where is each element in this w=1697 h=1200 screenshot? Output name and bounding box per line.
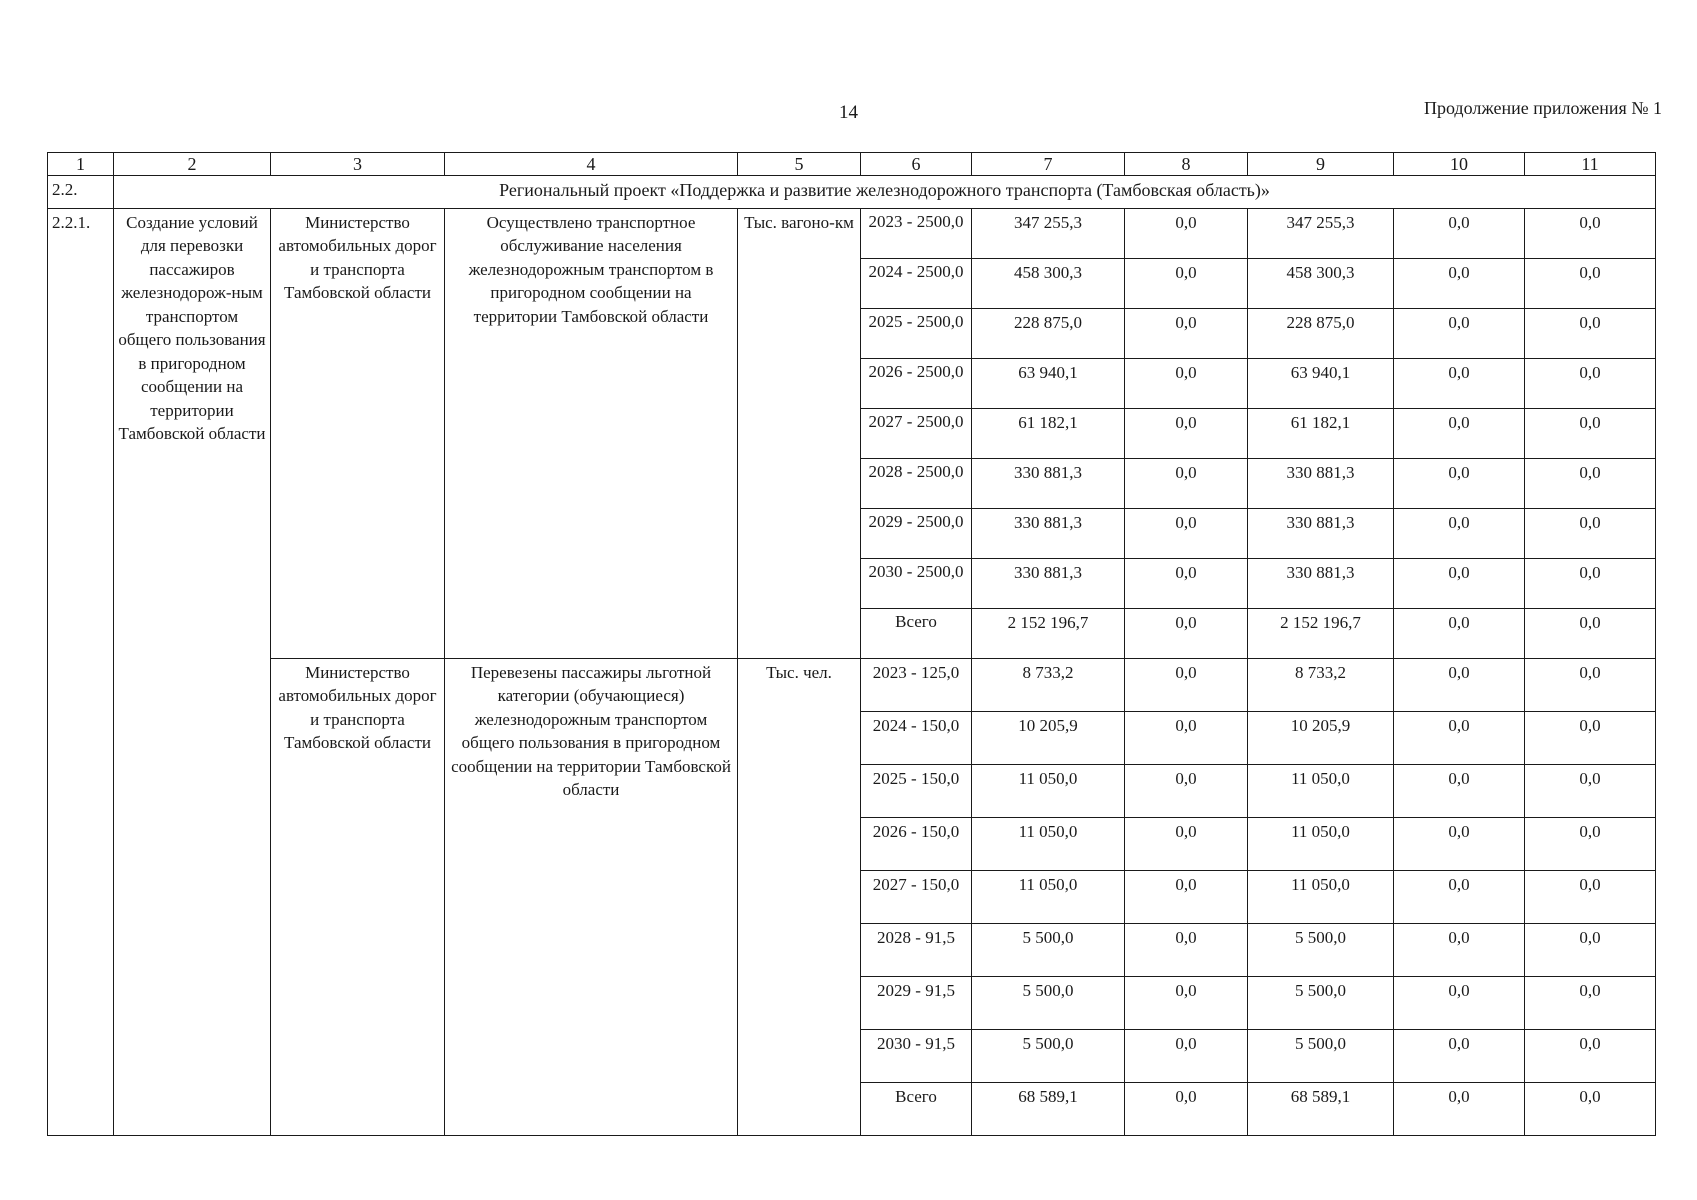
total-amount: 228 875,0 <box>972 309 1125 359</box>
federal-budget-amount: 0,0 <box>1125 209 1248 259</box>
regional-budget-amount: 2 152 196,7 <box>1248 609 1394 659</box>
period-target-value: 2028 - 91,5 <box>861 924 972 977</box>
regional-budget-amount: 5 500,0 <box>1248 924 1394 977</box>
federal-budget-amount: 0,0 <box>1125 765 1248 818</box>
regional-budget-amount: 5 500,0 <box>1248 1030 1394 1083</box>
local-budget-amount: 0,0 <box>1394 924 1525 977</box>
regional-budget-amount: 11 050,0 <box>1248 765 1394 818</box>
federal-budget-amount: 0,0 <box>1125 409 1248 459</box>
period-target-value: 2027 - 2500,0 <box>861 409 972 459</box>
federal-budget-amount: 0,0 <box>1125 1083 1248 1136</box>
extra-budget-amount: 0,0 <box>1525 924 1656 977</box>
column-number: 7 <box>972 153 1125 176</box>
column-number: 6 <box>861 153 972 176</box>
federal-budget-amount: 0,0 <box>1125 309 1248 359</box>
total-amount: 330 881,3 <box>972 509 1125 559</box>
regional-budget-amount: 330 881,3 <box>1248 459 1394 509</box>
extra-budget-amount: 0,0 <box>1525 1030 1656 1083</box>
extra-budget-amount: 0,0 <box>1525 509 1656 559</box>
extra-budget-amount: 0,0 <box>1525 1083 1656 1136</box>
column-number: 10 <box>1394 153 1525 176</box>
federal-budget-amount: 0,0 <box>1125 659 1248 712</box>
federal-budget-amount: 0,0 <box>1125 259 1248 309</box>
regional-budget-amount: 63 940,1 <box>1248 359 1394 409</box>
federal-budget-amount: 0,0 <box>1125 1030 1248 1083</box>
period-target-value: Всего <box>861 609 972 659</box>
period-target-value: 2026 - 2500,0 <box>861 359 972 409</box>
total-amount: 11 050,0 <box>972 871 1125 924</box>
regional-budget-amount: 11 050,0 <box>1248 871 1394 924</box>
total-amount: 8 733,2 <box>972 659 1125 712</box>
local-budget-amount: 0,0 <box>1394 818 1525 871</box>
local-budget-amount: 0,0 <box>1394 359 1525 409</box>
local-budget-amount: 0,0 <box>1394 209 1525 259</box>
extra-budget-amount: 0,0 <box>1525 359 1656 409</box>
period-target-value: 2029 - 91,5 <box>861 977 972 1030</box>
regional-budget-amount: 330 881,3 <box>1248 509 1394 559</box>
table-row <box>48 659 1656 712</box>
period-target-value: 2028 - 2500,0 <box>861 459 972 509</box>
total-amount: 68 589,1 <box>972 1083 1125 1136</box>
extra-budget-amount: 0,0 <box>1525 209 1656 259</box>
local-budget-amount: 0,0 <box>1394 609 1525 659</box>
extra-budget-amount: 0,0 <box>1525 409 1656 459</box>
total-amount: 61 182,1 <box>972 409 1125 459</box>
period-target-value: 2024 - 150,0 <box>861 712 972 765</box>
period-target-value: 2024 - 2500,0 <box>861 259 972 309</box>
period-target-value: 2030 - 2500,0 <box>861 559 972 609</box>
federal-budget-amount: 0,0 <box>1125 977 1248 1030</box>
column-number: 5 <box>738 153 861 176</box>
column-number-row <box>48 153 1656 176</box>
regional-budget-amount: 10 205,9 <box>1248 712 1394 765</box>
appendix-continuation-note: Продолжение приложения № 1 <box>1423 98 1662 118</box>
program-measures-table <box>47 152 1656 1136</box>
extra-budget-amount: 0,0 <box>1525 818 1656 871</box>
result-description: Осуществлено транспортное обслуживание населения железнодорожным транспортом в пригородном сообщении на территории Тамбовской области <box>445 209 738 659</box>
regional-budget-amount: 347 255,3 <box>1248 209 1394 259</box>
result-description: Перевезены пассажиры льготной категории (обучающиеся) железнодорожным транспортом общего пользования в пригородном сообщении на территории Тамбовской области <box>445 659 738 1136</box>
federal-budget-amount: 0,0 <box>1125 559 1248 609</box>
unit-of-measure: Тыс. вагоно-км <box>738 209 861 659</box>
federal-budget-amount: 0,0 <box>1125 871 1248 924</box>
period-target-value: 2025 - 150,0 <box>861 765 972 818</box>
federal-budget-amount: 0,0 <box>1125 609 1248 659</box>
regional-budget-amount: 8 733,2 <box>1248 659 1394 712</box>
total-amount: 330 881,3 <box>972 459 1125 509</box>
regional-budget-amount: 68 589,1 <box>1248 1083 1394 1136</box>
extra-budget-amount: 0,0 <box>1525 659 1656 712</box>
column-number: 11 <box>1525 153 1656 176</box>
executor: Министерство автомобильных дорог и транспорта Тамбовской области <box>271 659 445 1136</box>
regional-budget-amount: 228 875,0 <box>1248 309 1394 359</box>
regional-budget-amount: 61 182,1 <box>1248 409 1394 459</box>
local-budget-amount: 0,0 <box>1394 659 1525 712</box>
local-budget-amount: 0,0 <box>1394 259 1525 309</box>
local-budget-amount: 0,0 <box>1394 1030 1525 1083</box>
period-target-value: Всего <box>861 1083 972 1136</box>
extra-budget-amount: 0,0 <box>1525 259 1656 309</box>
period-target-value: 2030 - 91,5 <box>861 1030 972 1083</box>
local-budget-amount: 0,0 <box>1394 712 1525 765</box>
federal-budget-amount: 0,0 <box>1125 818 1248 871</box>
regional-budget-amount: 330 881,3 <box>1248 559 1394 609</box>
federal-budget-amount: 0,0 <box>1125 359 1248 409</box>
local-budget-amount: 0,0 <box>1394 459 1525 509</box>
period-target-value: 2023 - 125,0 <box>861 659 972 712</box>
local-budget-amount: 0,0 <box>1394 509 1525 559</box>
regional-budget-amount: 458 300,3 <box>1248 259 1394 309</box>
total-amount: 347 255,3 <box>972 209 1125 259</box>
period-target-value: 2025 - 2500,0 <box>861 309 972 359</box>
total-amount: 63 940,1 <box>972 359 1125 409</box>
total-amount: 11 050,0 <box>972 765 1125 818</box>
federal-budget-amount: 0,0 <box>1125 712 1248 765</box>
unit-of-measure: Тыс. чел. <box>738 659 861 1136</box>
local-budget-amount: 0,0 <box>1394 977 1525 1030</box>
item-number: 2.2.1. <box>48 209 114 1136</box>
page-number: 14 <box>839 102 858 123</box>
column-number: 3 <box>271 153 445 176</box>
period-target-value: 2027 - 150,0 <box>861 871 972 924</box>
total-amount: 10 205,9 <box>972 712 1125 765</box>
extra-budget-amount: 0,0 <box>1525 459 1656 509</box>
column-number: 8 <box>1125 153 1248 176</box>
regional-budget-amount: 5 500,0 <box>1248 977 1394 1030</box>
total-amount: 330 881,3 <box>972 559 1125 609</box>
local-budget-amount: 0,0 <box>1394 309 1525 359</box>
column-number: 1 <box>48 153 114 176</box>
section-number: 2.2. <box>48 176 114 209</box>
total-amount: 458 300,3 <box>972 259 1125 309</box>
total-amount: 11 050,0 <box>972 818 1125 871</box>
local-budget-amount: 0,0 <box>1394 765 1525 818</box>
item-name: Создание условий для перевозки пассажиров железнодорож-ным транспортом общего пользования в пригородном сообщении на территории Тамбовской области <box>114 209 271 1136</box>
column-number: 2 <box>114 153 271 176</box>
column-number: 4 <box>445 153 738 176</box>
period-target-value: 2023 - 2500,0 <box>861 209 972 259</box>
local-budget-amount: 0,0 <box>1394 559 1525 609</box>
federal-budget-amount: 0,0 <box>1125 459 1248 509</box>
period-target-value: 2029 - 2500,0 <box>861 509 972 559</box>
total-amount: 2 152 196,7 <box>972 609 1125 659</box>
local-budget-amount: 0,0 <box>1394 871 1525 924</box>
column-number: 9 <box>1248 153 1394 176</box>
section-title: Региональный проект «Поддержка и развитие железнодорожного транспорта (Тамбовская область)» <box>114 176 1656 209</box>
table-row <box>48 209 1656 259</box>
local-budget-amount: 0,0 <box>1394 409 1525 459</box>
period-target-value: 2026 - 150,0 <box>861 818 972 871</box>
extra-budget-amount: 0,0 <box>1525 977 1656 1030</box>
extra-budget-amount: 0,0 <box>1525 765 1656 818</box>
section-row <box>48 176 1656 209</box>
federal-budget-amount: 0,0 <box>1125 509 1248 559</box>
total-amount: 5 500,0 <box>972 977 1125 1030</box>
total-amount: 5 500,0 <box>972 1030 1125 1083</box>
extra-budget-amount: 0,0 <box>1525 609 1656 659</box>
federal-budget-amount: 0,0 <box>1125 924 1248 977</box>
extra-budget-amount: 0,0 <box>1525 871 1656 924</box>
extra-budget-amount: 0,0 <box>1525 309 1656 359</box>
executor: Министерство автомобильных дорог и транспорта Тамбовской области <box>271 209 445 659</box>
local-budget-amount: 0,0 <box>1394 1083 1525 1136</box>
extra-budget-amount: 0,0 <box>1525 712 1656 765</box>
total-amount: 5 500,0 <box>972 924 1125 977</box>
extra-budget-amount: 0,0 <box>1525 559 1656 609</box>
regional-budget-amount: 11 050,0 <box>1248 818 1394 871</box>
